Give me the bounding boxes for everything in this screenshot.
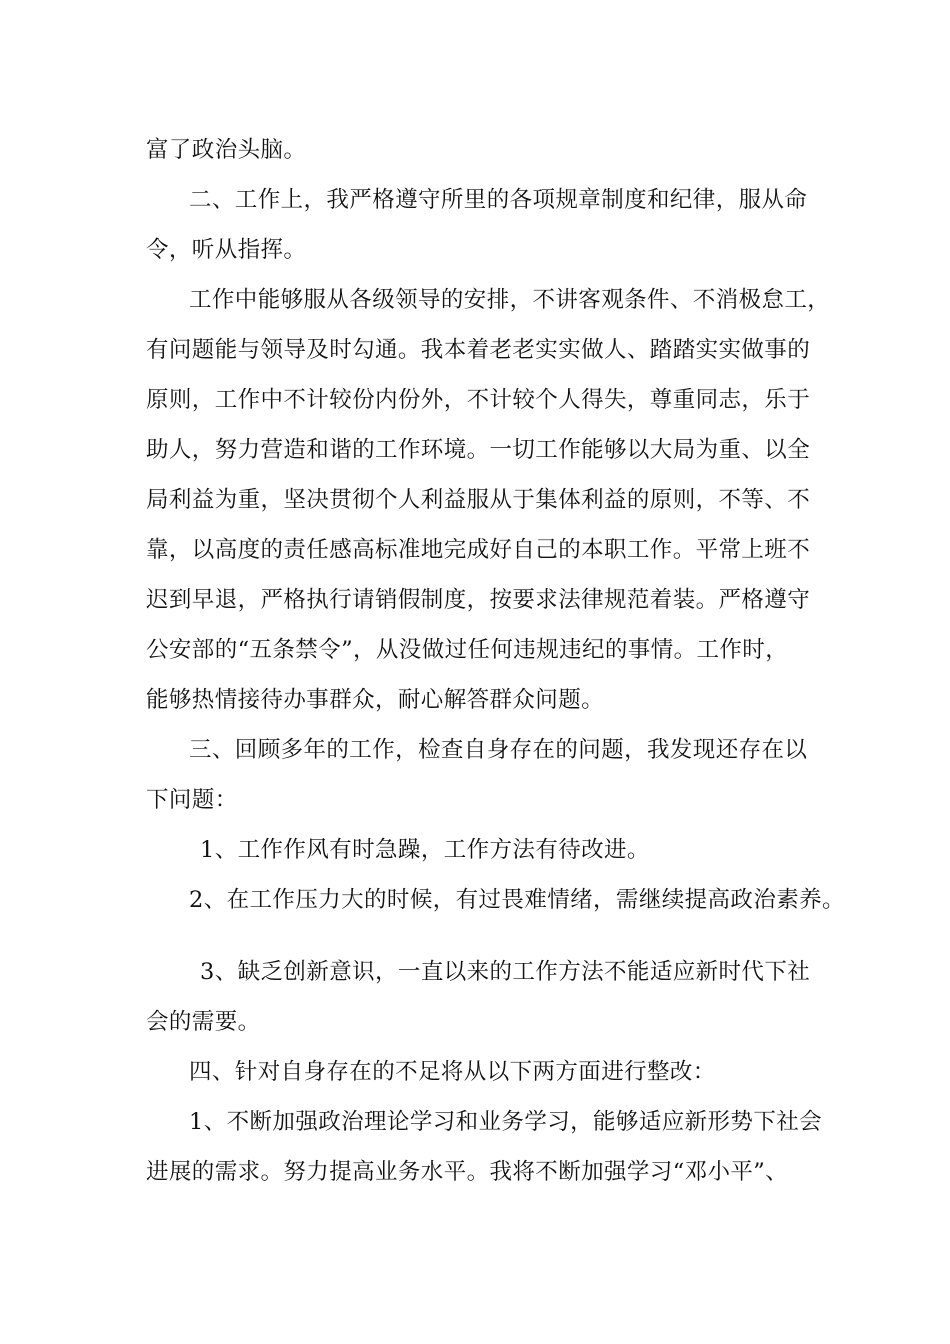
section-2-heading: 二、工作上，我严格遵守所里的各项规章制度和纪律，服从命 — [189, 187, 808, 213]
problem-item-1: 1、工作作风有时急躁，工作方法有待改进。 — [200, 837, 650, 863]
section-4-heading: 四、针对自身存在的不足将从以下两方面进行整改： — [189, 1059, 716, 1085]
text-line-12: 能够热情接待办事群众，耐心解答群众问题。 — [146, 687, 605, 713]
paragraph-start: 工作中能够服从各级领导的安排，不讲客观条件、不消极怠工， — [189, 287, 831, 313]
text-line-3: 令，听从指挥。 — [146, 237, 307, 263]
text-line-5: 有问题能与领导及时勾通。我本着老老实实做人、踏踏实实做事的 — [146, 337, 811, 363]
text-line-18: 会的需要。 — [146, 1009, 261, 1035]
text-line-14: 下问题： — [146, 787, 238, 813]
text-line-1: 富了政治头脑。 — [146, 137, 307, 163]
text-line-7: 助人，努力营造和谐的工作环境。一切工作能够以大局为重、以全 — [146, 437, 811, 463]
problem-item-2: 2、在工作压力大的时候，有过畏难情绪，需继续提高政治素养。 — [189, 887, 845, 913]
text-line-6: 原则，工作中不计较份内份外，不计较个人得失，尊重同志，乐于 — [146, 387, 811, 413]
section-3-heading: 三、回顾多年的工作，检查自身存在的问题，我发现还存在以 — [189, 737, 808, 763]
problem-item-3: 3、缺乏创新意识，一直以来的工作方法不能适应新时代下社 — [200, 959, 811, 985]
improvement-item-1: 1、不断加强政治理论学习和业务学习，能够适应新形势下社会 — [189, 1109, 823, 1135]
text-line-8: 局利益为重，坚决贯彻个人利益服从于集体利益的原则，不等、不 — [146, 487, 811, 513]
text-line-21: 进展的需求。努力提高业务水平。我将不断加强学习“邓小平”、 — [146, 1159, 789, 1185]
text-line-10: 迟到早退，严格执行请销假制度，按要求法律规范着装。严格遵守 — [146, 587, 811, 613]
text-line-9: 靠，以高度的责任感高标准地完成好自己的本职工作。平常上班不 — [146, 537, 811, 563]
text-line-11: 公安部的“五条禁令”，从没做过任何违规违纪的事情。工作时， — [146, 637, 789, 663]
